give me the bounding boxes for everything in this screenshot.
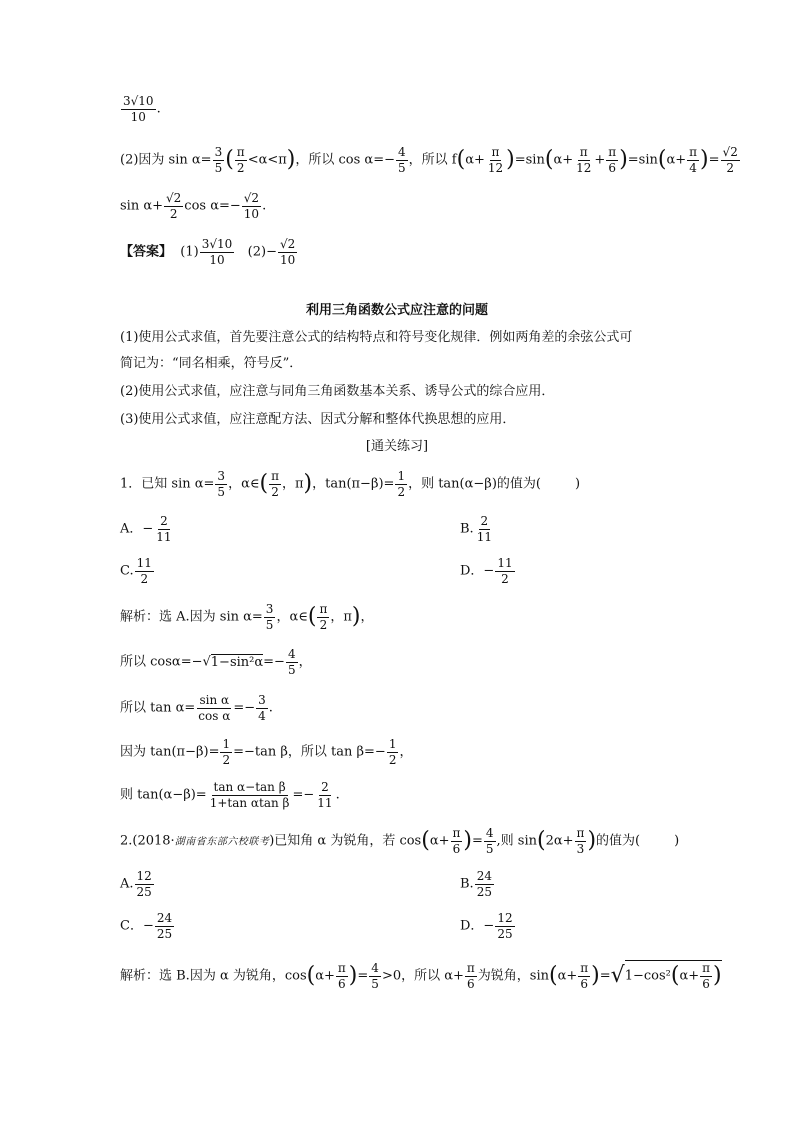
solution-part2-line1: (2)因为 sin α= $\frac{3}{5}$ ( $\frac{\pi}{2}$ <α<π)，所以 cos α=− $\frac{4}{5}$ ，所以 f(α+ $\frac{\pi}{12}$ )=sin(α+ $\frac{\pi}{12}$ + $\frac{\pi}{6}$ )=sin(α+ $\frac{\pi}{4}$ )= $\frac{√2}{2}$ — [120, 145, 738, 175]
note-1a: (1)使用公式求值，首先要注意公式的结构特点和符号变化规律．例如两角差的余弦公式可 — [120, 330, 633, 345]
q1-solution-5: 则 tan(α−β)= $\frac{\text{tan α−tan β}}{\text{1+tan αtan β}}$ =− $\frac{2}{11}$ . — [120, 780, 340, 810]
q2-solution-1: 解析：选 B.因为 α 为锐角，cos(α+ $\frac{\pi}{6}$ )= $\frac{4}{5}$ >0，所以 α+ $\frac{\pi}{6}$ 为锐角，sin(α+ $\frac{\pi}{6}$ )=√1−cos²(α+ $\frac{\pi}{6}$ ) — [120, 961, 722, 991]
q1-solution-2: 所以 cosα=−√1−sin²α=− $\frac{4}{5}$ ， — [120, 647, 312, 677]
q1-solution-3: 所以 tan α= $\frac{\text{sin α}}{\text{cos α}}$ =− $\frac{3}{4}$ . — [120, 693, 273, 723]
practice-title: [通关练习] — [365, 439, 429, 454]
question-1-stem: 1．已知 sin α= $\frac{3}{5}$ ，α∈( $\frac{\pi}{2}$ ，π)，tan(π−β)= $\frac{1}{2}$ ，则 tan(α−β)的值为( ) — [120, 469, 581, 499]
q1-option-a: A．− $\frac{2}{11}$ — [120, 514, 172, 544]
q1-solution-4: 因为 tan(π−β)= $\frac{1}{2}$ =−tan β，所以 tan β=− $\frac{1}{2}$ ， — [120, 737, 413, 767]
note-3: (3)使用公式求值，应注意配方法、因式分解和整体代换思想的应用． — [120, 412, 516, 427]
section-title: 利用三角函数公式应注意的问题 — [305, 303, 488, 318]
question-2-stem: 2.(2018·湖南省东部六校联考)已知角 α 为锐角，若 cos(α+ $\frac{\pi}{6}$ )= $\frac{4}{5}$ ,则 sin(2α+ $\frac{\pi}{3}$ )的值为( ) — [120, 826, 680, 856]
q1-option-c: C. $\frac{11}{2}$ — [120, 556, 152, 586]
fraction: $\frac{3√10}{10}$ — [123, 94, 154, 124]
answer-label: 【答案】 — [120, 244, 173, 260]
note-2: (2)使用公式求值，应注意与同角三角函数基本关系、诱导公式的综合应用． — [120, 384, 555, 399]
q2-option-d: D．− $\frac{12}{25}$ — [460, 911, 513, 941]
q2-option-c: C．− $\frac{24}{25}$ — [120, 911, 173, 941]
q2-option-a: A. $\frac{12}{25}$ — [120, 869, 152, 899]
note-1b: 简记为：“同名相乘，符号反”． — [120, 356, 303, 371]
q2-option-b: B. $\frac{24}{25}$ — [460, 869, 492, 899]
solution-part2-line2: sin α+ $\frac{√2}{2}$ cos α=− $\frac{√2}{10}$ . — [120, 191, 267, 221]
q1-option-d: D．− $\frac{11}{2}$ — [460, 556, 513, 586]
solution-fragment: $\frac{3√10}{10}$ . — [123, 94, 161, 124]
answer-line: 【答案】 (1) $\frac{3√10}{10}$ (2)− $\frac{√2}{10}$ — [120, 237, 296, 267]
q1-solution-1: 解析：选 A.因为 sin α= $\frac{3}{5}$ ，α∈( $\frac{\pi}{2}$ ，π)， — [120, 602, 374, 632]
question-source: 湖南省东部六校联考 — [174, 836, 270, 848]
q1-option-b: B. $\frac{2}{11}$ — [460, 514, 492, 544]
